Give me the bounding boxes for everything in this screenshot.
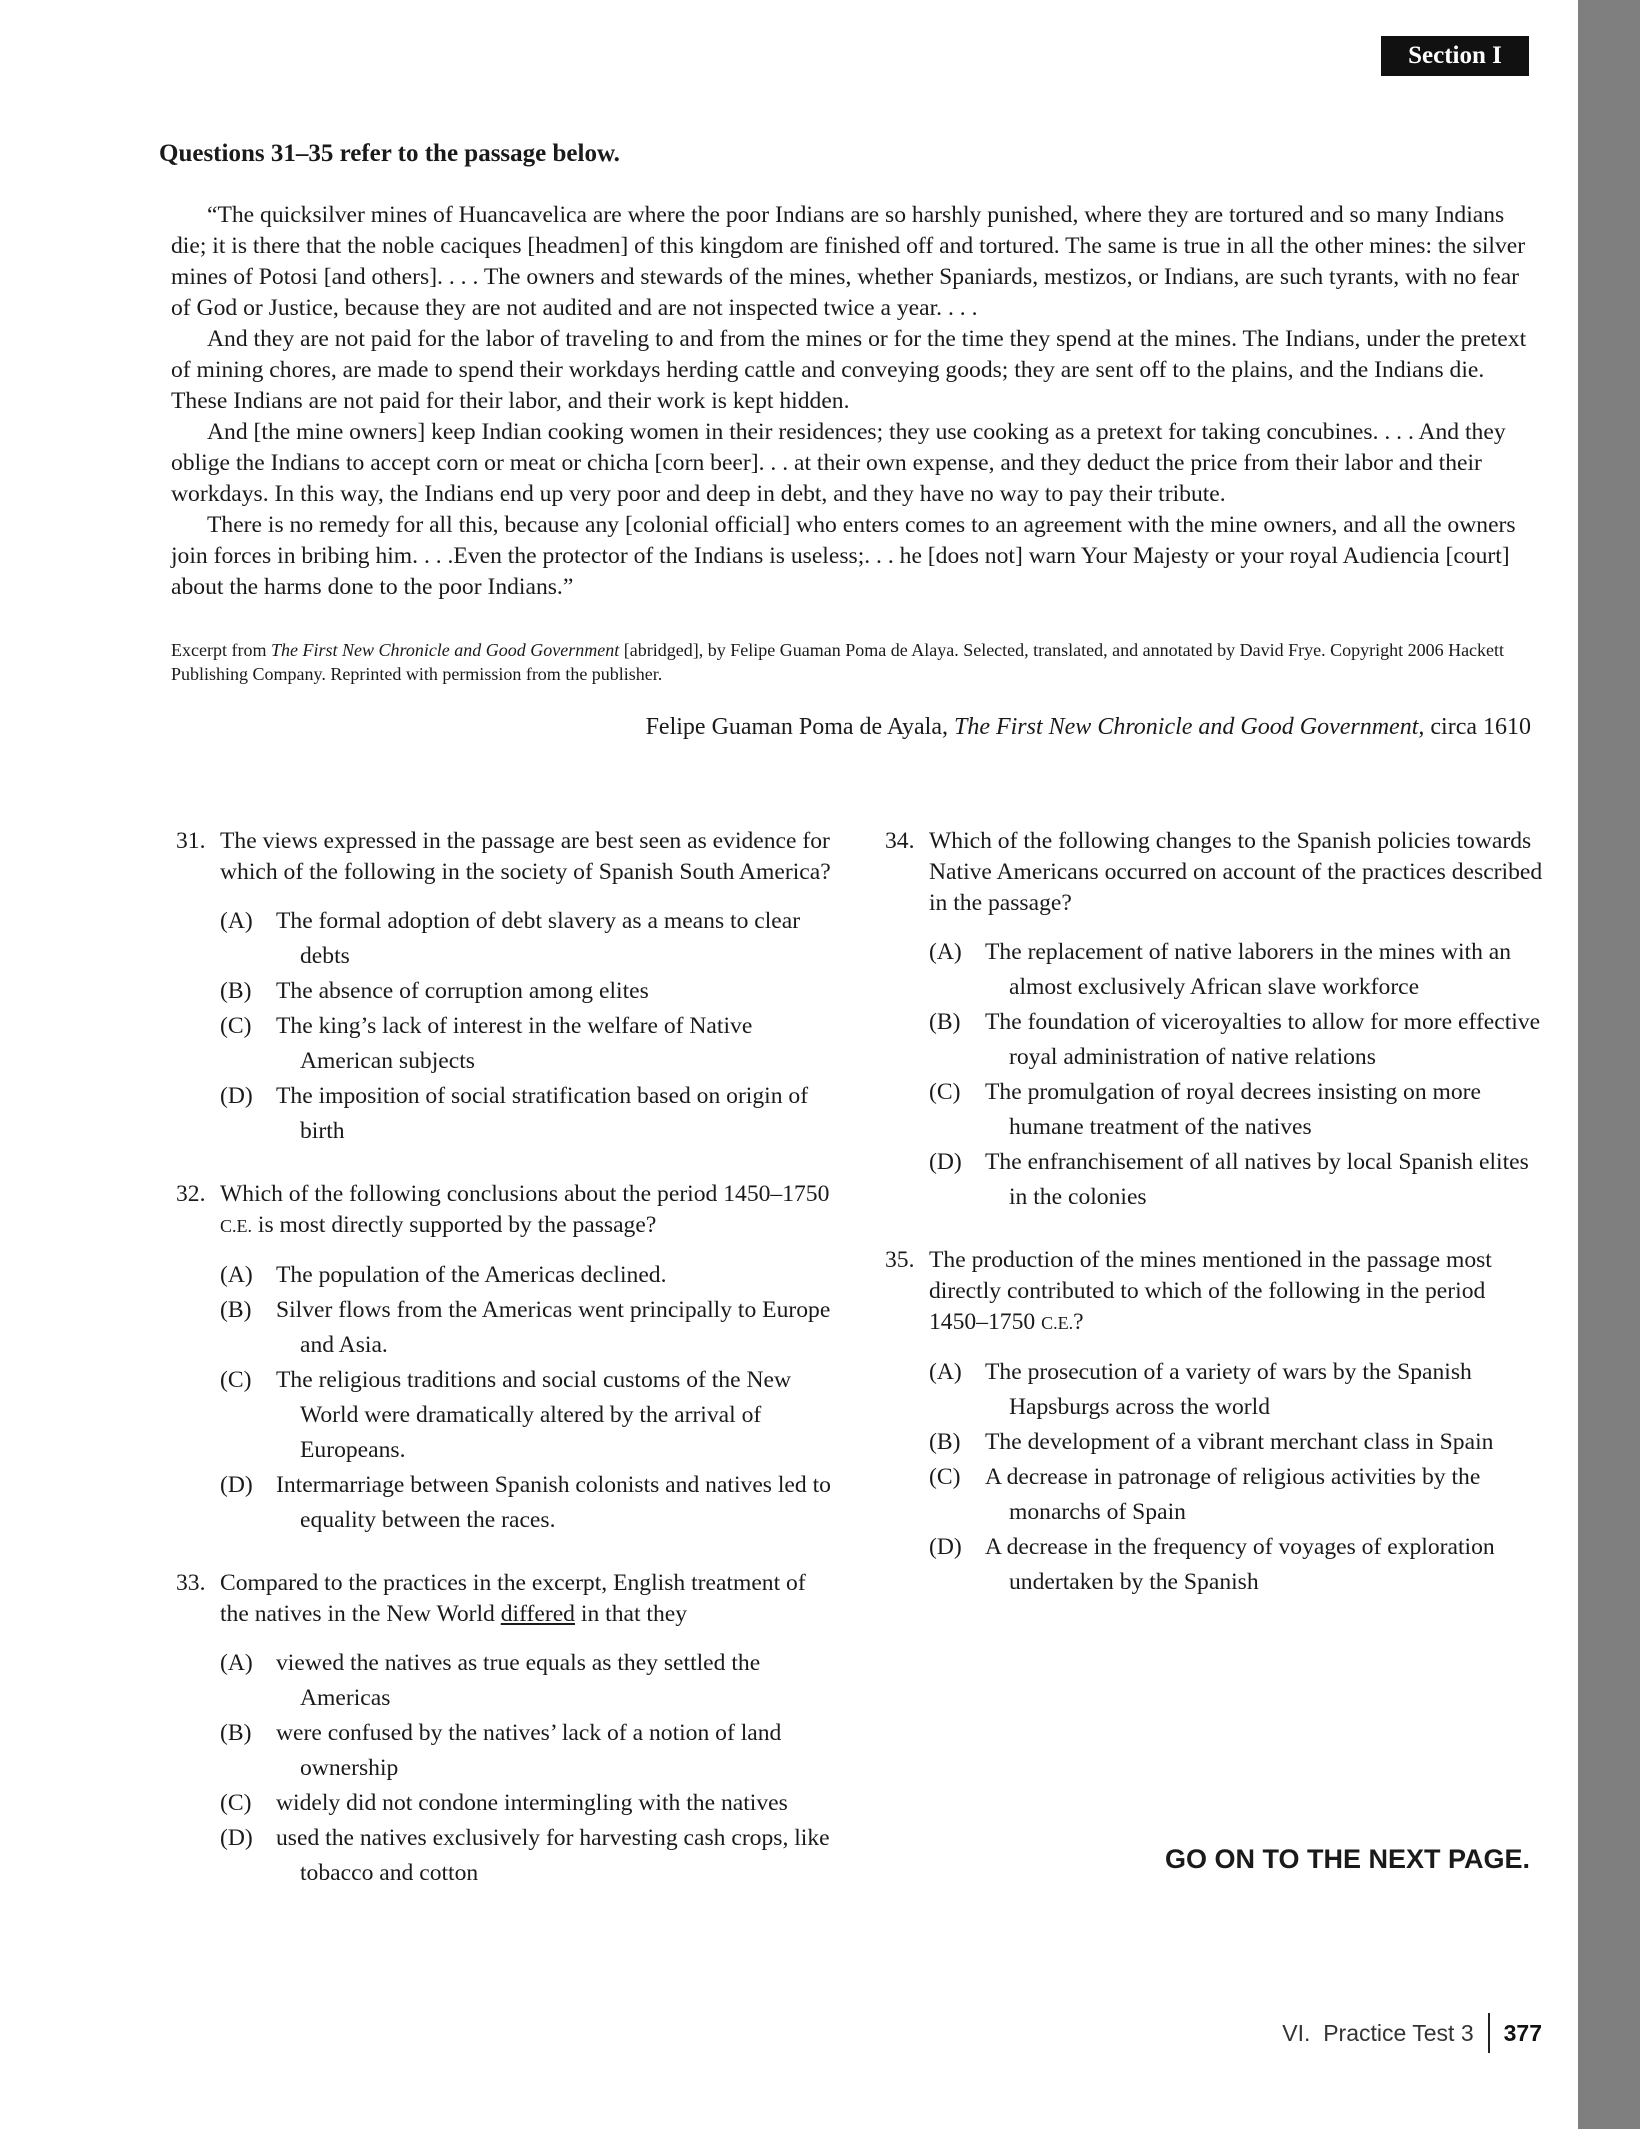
- question-number: 32.: [176, 1181, 206, 1207]
- choice-text: The replacement of native laborers in the mines with an almost exclusively African slave workforce: [985, 939, 1512, 1000]
- choice-letter: (D): [929, 1534, 962, 1560]
- choice-text: Silver flows from the Americas went principally to Europe and Asia.: [276, 1297, 831, 1358]
- question-33: [176, 1568, 836, 1891]
- choice-letter: (A): [220, 908, 253, 934]
- choice-letter: (D): [220, 1083, 253, 1109]
- page-footer: [1150, 2012, 1542, 2054]
- go-on-notice: GO ON TO THE NEXT PAGE.: [1164, 1844, 1530, 1874]
- choice-letter: (D): [220, 1825, 253, 1851]
- answer-choice[interactable]: [176, 1293, 836, 1363]
- question-31: [176, 826, 836, 1149]
- answer-choice[interactable]: [176, 1646, 836, 1716]
- choice-letter: (A): [220, 1262, 253, 1288]
- section-tab: Section I: [1381, 36, 1529, 76]
- question-35: [885, 1245, 1545, 1600]
- choice-letter: (C): [929, 1464, 961, 1490]
- answer-choice[interactable]: [176, 1786, 836, 1821]
- question-32: [176, 1179, 836, 1538]
- citation-prefix: Excerpt from: [171, 640, 271, 660]
- choice-text: The imposition of social stratification based on origin of birth: [276, 1083, 809, 1144]
- answer-choice[interactable]: [176, 1821, 836, 1891]
- choice-text: A decrease in patronage of religious activities by the monarchs of Spain: [985, 1464, 1481, 1525]
- right-column: [885, 826, 1545, 1630]
- choice-letter: (D): [220, 1472, 253, 1498]
- era-abbreviation: C.E.: [1041, 1313, 1074, 1333]
- choice-letter: (B): [220, 978, 252, 1004]
- choice-letter: (B): [220, 1720, 252, 1746]
- stem-text: [929, 1245, 1545, 1339]
- choice-text: A decrease in the frequency of voyages of exploration undertaken by the Spanish: [985, 1534, 1495, 1595]
- side-margin-bar: [1578, 0, 1640, 2129]
- choice-text: were confused by the natives’ lack of a notion of land ownership: [276, 1720, 782, 1781]
- answer-choice[interactable]: [885, 1075, 1545, 1145]
- question-number: 34.: [885, 828, 915, 854]
- choice-letter: (C): [929, 1079, 961, 1105]
- answer-choice[interactable]: [176, 1468, 836, 1538]
- passage-paragraph-2: And they are not paid for the labor of traveling to and from the mines or for the time they spend at the mines. The Indians, under the pretext of mining chores, are made to spend their workdays herding cattle and conveying goods; they are sent off to the plains, and the Indians die. These Indians are not paid for their labor, and their work is kept hidden.: [171, 326, 1527, 414]
- passage-paragraph-3: And [the mine owners] keep Indian cooking women in their residences; they use cooking as a pretext for taking concubines. . . . And they oblige the Indians to accept corn or meat or chicha [corn beer]. . . at their own expense, and they deduct the price from their labor and their workdays. In this way, the Indians end up very poor and deep in debt, and they have no way to pay their tribute.: [171, 419, 1506, 507]
- passage-paragraph-4: There is no remedy for all this, because any [colonial official] who enters comes to an agreement with the mine owners, and all the owners join forces in bribing him. . . .Even the protector of the Indians is useless;. . . he [does not] warn Your Majesty or your royal Audiencia [court] about the harms done to the poor Indians.”: [171, 512, 1516, 600]
- answer-choice[interactable]: [176, 1716, 836, 1786]
- question-stem: [885, 826, 1545, 919]
- choice-letter: (A): [929, 1359, 962, 1385]
- choice-letter: (B): [929, 1429, 961, 1455]
- answer-choice[interactable]: [885, 1145, 1545, 1215]
- choice-text: viewed the natives as true equals as they settled the Americas: [276, 1650, 761, 1711]
- choice-text: The foundation of viceroyalties to allow for more effective royal administration of native relations: [985, 1009, 1541, 1070]
- passage-paragraph-1: “The quicksilver mines of Huancavelica are where the poor Indians are so harshly punished, where they are tortured and so many Indians die; it is there that the noble caciques [headmen] of this kingdom are finished off and tortured. The same is true in all the other mines: the silver mines of Potosi [and others]. . . . The owners and stewards of the mines, whether Spaniards, mestizos, or Indians, are such tyrants, with no fear of God or Justice, because they are not audited and are not inspected twice a year. . . .: [171, 202, 1526, 321]
- citation: [171, 638, 1531, 686]
- footer-divider: [1488, 2013, 1490, 2053]
- choice-text: The development of a vibrant merchant class in Spain: [985, 1429, 1494, 1455]
- answer-choice[interactable]: [176, 1258, 836, 1293]
- answer-choice[interactable]: [176, 904, 836, 974]
- citation-suffix: [abridged], by Felipe Guaman Poma de Alaya. Selected, translated, and annotated by David Frye. Copyright 2006 Hackett Publishing Company. Reprinted with permission from the publisher.: [171, 640, 1505, 684]
- stem-part: in that they: [574, 1601, 688, 1627]
- choice-letter: (B): [929, 1009, 961, 1035]
- stem-text: [220, 1179, 836, 1242]
- page-number: 377: [1503, 2019, 1542, 2046]
- stem-part: The production of the mines mentioned in the passage most directly contributed to which of the following in the period 1450–1750: [929, 1247, 1492, 1335]
- answer-choice[interactable]: [176, 1009, 836, 1079]
- answer-choice[interactable]: [176, 1079, 836, 1149]
- choice-text: The prosecution of a variety of wars by the Spanish Hapsburgs across the world: [985, 1359, 1472, 1420]
- question-stem: [885, 1245, 1545, 1339]
- passage: [171, 200, 1531, 603]
- question-number: 33.: [176, 1570, 206, 1596]
- answer-choice[interactable]: [885, 1530, 1545, 1600]
- answer-choice[interactable]: [885, 1460, 1545, 1530]
- attribution: [171, 714, 1531, 741]
- choice-letter: (C): [220, 1790, 252, 1816]
- choice-letter: (C): [220, 1013, 252, 1039]
- left-column: [176, 826, 836, 1921]
- underlined-word: differed: [500, 1601, 575, 1627]
- answer-choice[interactable]: [176, 974, 836, 1009]
- choice-letter: (D): [929, 1149, 962, 1175]
- choice-letter: (B): [220, 1297, 252, 1323]
- footer-label: VI. Practice Test 3: [1282, 2019, 1474, 2046]
- choice-text: used the natives exclusively for harvesting cash crops, like tobacco and cotton: [276, 1825, 830, 1886]
- choice-letter: (C): [220, 1367, 252, 1393]
- answer-choice[interactable]: [176, 1363, 836, 1468]
- choice-text: The population of the Americas declined.: [276, 1262, 667, 1288]
- answer-choice[interactable]: [885, 1425, 1545, 1460]
- stem-part: Compared to the practices in the excerpt, English treatment of the natives in the New World: [220, 1570, 806, 1627]
- answer-choice[interactable]: [885, 1005, 1545, 1075]
- era-abbreviation: C.E.: [220, 1216, 253, 1236]
- choice-text: widely did not condone intermingling with the natives: [276, 1790, 788, 1816]
- citation-title: The First New Chronicle and Good Government: [270, 640, 620, 660]
- stem-part: is most directly supported by the passage?: [252, 1212, 657, 1238]
- attribution-author: Felipe Guaman Poma de Ayala,: [645, 714, 954, 740]
- attribution-date: circa 1610: [1424, 714, 1531, 740]
- questions-header: Questions 31–35 refer to the passage below.: [159, 140, 620, 167]
- choice-text: The religious traditions and social customs of the New World were dramatically altered by the arrival of Europeans.: [276, 1367, 792, 1463]
- question-number: 35.: [885, 1247, 915, 1273]
- choice-text: The formal adoption of debt slavery as a means to clear debts: [276, 908, 801, 969]
- question-34: [885, 826, 1545, 1215]
- choice-text: The king’s lack of interest in the welfare of Native American subjects: [276, 1013, 753, 1074]
- choice-text: The enfranchisement of all natives by local Spanish elites in the colonies: [985, 1149, 1529, 1210]
- choice-letter: (A): [929, 939, 962, 965]
- choice-text: The absence of corruption among elites: [276, 978, 649, 1004]
- stem-part: Which of the following conclusions about the period 1450–1750: [220, 1181, 830, 1207]
- stem-part: ?: [1073, 1309, 1084, 1335]
- choice-letter: (A): [220, 1650, 253, 1676]
- stem-text: [220, 1568, 836, 1630]
- question-stem: [176, 1179, 836, 1242]
- question-stem: [176, 1568, 836, 1630]
- question-number: 31.: [176, 828, 206, 854]
- question-stem: [176, 826, 836, 888]
- choice-text: Intermarriage between Spanish colonists and natives led to equality between the races.: [276, 1472, 831, 1533]
- answer-choice[interactable]: [885, 935, 1545, 1005]
- choice-text: The promulgation of royal decrees insisting on more humane treatment of the natives: [985, 1079, 1481, 1140]
- attribution-title: The First New Chronicle and Good Government,: [953, 714, 1425, 740]
- answer-choice[interactable]: [885, 1355, 1545, 1425]
- stem-text: Which of the following changes to the Spanish policies towards Native Americans occurred on account of the practices described in the passage?: [929, 828, 1543, 916]
- stem-text: The views expressed in the passage are best seen as evidence for which of the following in the society of Spanish South America?: [220, 828, 831, 885]
